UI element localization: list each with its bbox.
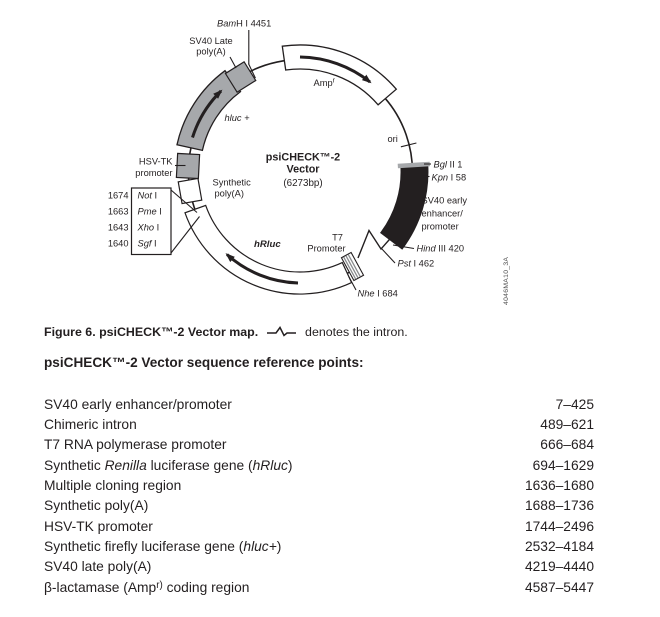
table-row bbox=[44, 557, 594, 577]
figure-part-number: 4046MA10_3A bbox=[503, 256, 510, 305]
position-range: 1688–1736 bbox=[524, 498, 594, 514]
feature-name: SV40 late poly(A) bbox=[44, 559, 152, 575]
feature-name: Synthetic firefly luciferase gene (hluc+) bbox=[44, 539, 282, 555]
sv40-late-leader bbox=[230, 57, 236, 68]
feature-name: Multiple cloning region bbox=[44, 478, 182, 494]
table-row bbox=[44, 394, 594, 414]
sequence-reference-table bbox=[44, 394, 594, 597]
sv40-early-segment bbox=[381, 164, 430, 249]
mcs-pos: 1663 bbox=[107, 206, 129, 217]
mcs-enzyme: Not I bbox=[137, 190, 158, 201]
vector-size: (6273bp) bbox=[283, 178, 323, 189]
bgl-site-label: Bgl II 1 bbox=[433, 159, 463, 170]
hsv-tk-label-line2: promoter bbox=[135, 168, 173, 178]
sv40-late-label-line1: SV40 Late bbox=[189, 36, 233, 46]
feature-name: Synthetic poly(A) bbox=[44, 498, 149, 514]
position-range: 489–621 bbox=[540, 417, 594, 433]
syn-polya-label-line1: Synthetic bbox=[212, 177, 251, 188]
figure-caption-rest: denotes the intron. bbox=[305, 325, 408, 339]
hsv-tk-label-line1: HSV-TK bbox=[138, 156, 173, 167]
vector-name-line2: Vector bbox=[286, 163, 320, 176]
intron-symbol-icon bbox=[267, 326, 297, 337]
t7-label-line2: Promoter bbox=[307, 243, 346, 254]
figure-caption bbox=[44, 325, 408, 339]
position-range: 694–1629 bbox=[532, 457, 594, 473]
table-row bbox=[44, 516, 594, 536]
position-range: 2532–4184 bbox=[524, 539, 594, 555]
mcs-enzyme: Sgf I bbox=[137, 238, 157, 249]
sv40-late-label-line2: poly(A) bbox=[196, 46, 226, 57]
table-row bbox=[44, 475, 594, 495]
syn-polya-label-line2: poly(A) bbox=[214, 188, 244, 199]
ori-label: ori bbox=[387, 134, 398, 144]
mcs-pos: 1640 bbox=[107, 238, 129, 249]
table-row bbox=[44, 455, 594, 475]
feature-name: T7 RNA polymerase promoter bbox=[44, 437, 227, 453]
vector-name-line1: psiCHECK™-2 bbox=[265, 151, 341, 164]
feature-name: Chimeric intron bbox=[44, 417, 137, 433]
position-range: 1636–1680 bbox=[524, 478, 594, 494]
mcs-pos: 1643 bbox=[107, 222, 129, 233]
mcs-pos: 1674 bbox=[107, 190, 129, 201]
table-row bbox=[44, 435, 594, 455]
feature-name: SV40 early enhancer/promoter bbox=[44, 396, 232, 412]
mcs-positions bbox=[108, 191, 129, 249]
feature-name: β-lactamase (Amp$^{r)}$ coding region bbox=[44, 579, 250, 595]
table-row bbox=[44, 536, 594, 556]
mcs-enzyme: Xho I bbox=[137, 222, 160, 233]
section-heading: psiCHECK™-2 Vector sequence reference points: bbox=[44, 355, 364, 370]
position-range: 4587–5447 bbox=[524, 579, 594, 595]
sv40-early-label-line2: enhancer/ bbox=[421, 208, 463, 219]
position-range: 7–425 bbox=[555, 396, 594, 412]
hind-site-label: Hind III 420 bbox=[416, 243, 465, 254]
position-range: 666–684 bbox=[540, 437, 594, 453]
sv40-early-label-line1: SV40 early bbox=[421, 195, 467, 206]
position-range: 1744–2496 bbox=[524, 518, 594, 534]
pst-site-label: Pst I 462 bbox=[397, 258, 435, 269]
feature-name: Synthetic Renilla luciferase gene (hRluc) bbox=[44, 457, 293, 473]
kpn-site-label: Kpn I 58 bbox=[431, 172, 467, 183]
sv40-early-label-line3: promoter bbox=[421, 221, 459, 232]
table-row bbox=[44, 414, 594, 434]
pst-leader bbox=[381, 248, 395, 263]
hluc-label: hluc + bbox=[224, 113, 250, 123]
bamh-site-label: BamH I 4451 bbox=[217, 18, 272, 29]
amp-resistance-segment bbox=[282, 45, 396, 105]
t7-label-line1: T7 bbox=[332, 232, 343, 243]
feature-name: HSV-TK promoter bbox=[44, 518, 153, 534]
mcs-enzyme: Pme I bbox=[137, 206, 162, 217]
table-row bbox=[44, 496, 594, 516]
position-range: 4219–4440 bbox=[524, 559, 594, 575]
nhe-site-label: Nhe I 684 bbox=[357, 288, 398, 299]
hrluc-label: hRluc bbox=[254, 239, 281, 250]
figure-caption-bold: Figure 6. psiCHECK™-2 Vector map. bbox=[44, 325, 259, 339]
table-row bbox=[44, 577, 594, 597]
amp-label: Amp$^r$ bbox=[313, 77, 335, 88]
